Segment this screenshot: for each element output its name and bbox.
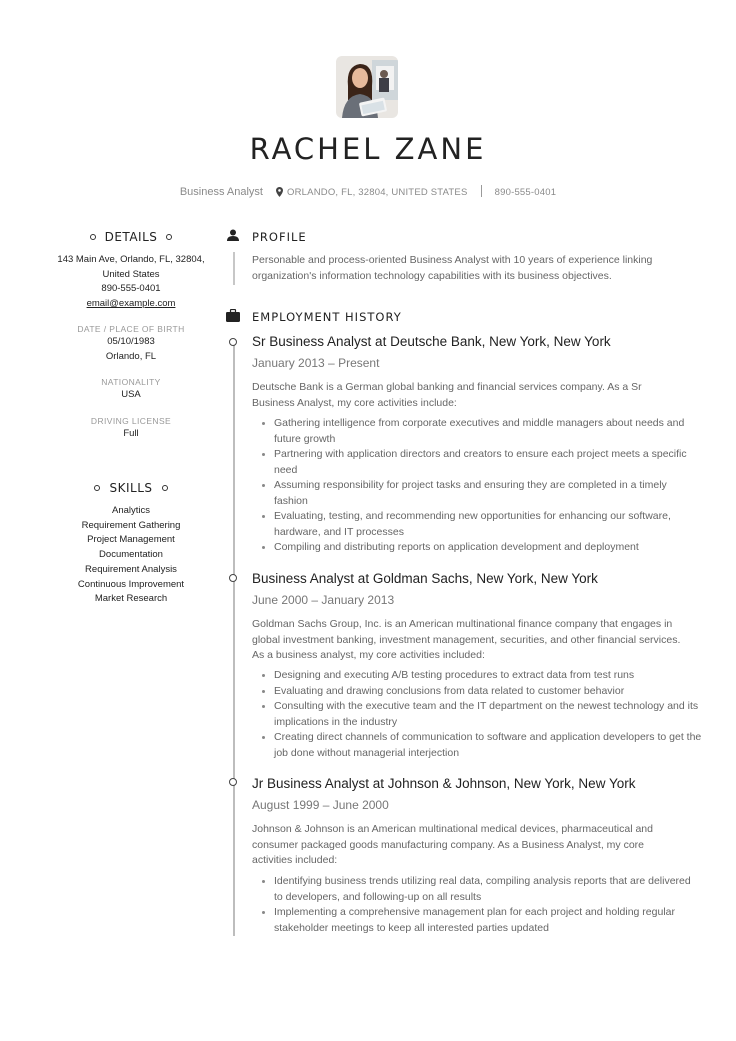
location-pin-icon [276,187,283,200]
job-bullets [256,668,702,761]
skill-item: Project Management [87,534,175,546]
contact-line [0,185,736,200]
address-line: 143 Main Ave, Orlando, FL, 32804, [57,254,205,265]
location: ORLANDO, FL, 32804, UNITED STATES [287,187,468,198]
job-dates: August 1999 – June 2000 [252,798,389,812]
profile-heading: PROFILE [252,230,307,244]
skill-item: Continuous Improvement [77,578,185,590]
email-link[interactable]: email@example.com [86,298,176,310]
address-line: United States [102,268,160,280]
timeline-dot [229,574,237,582]
nationality-label: NATIONALITY [101,377,161,388]
list-item: • Implementing a comprehensive management plan for each project and holding regular stakeholder meetings to keep all interested parties updated [274,905,702,936]
license-label: DRIVING LICENSE [90,415,172,426]
details-heading: DETAILS [56,230,206,244]
birth-date: 05/10/1983 [107,335,155,347]
ring-icon [162,485,168,491]
details-section [56,230,206,442]
skills-heading: SKILLS [56,481,206,495]
job-bullets [256,416,702,556]
list-item: • Partnering with application directors and creators to ensure each project meets a specific need [274,447,702,478]
list-item: • Designing and executing A/B testing procedures to extract data from test runs [274,668,702,684]
list-item: • Creating direct channels of communication to software and application developers to get the job done without managerial interjection [274,730,702,761]
job-description: Deutsche Bank is a German global banking and financial services company. As a Sr Business Analyst, my core activities include: [252,381,642,409]
list-item: • Compiling and distributing reports on application development and deployment [274,540,702,556]
job-description: Johnson & Johnson is an American multinational medical devices, pharmaceutical and consumer packaged goods manufacturing company. As a Business Analyst, my core activities included: [252,823,653,866]
list-item: • Identifying business trends utilizing real data, compiling analysis reports that are delivered to developers, and following-up on all results [274,874,702,905]
job-title: Business Analyst [179,186,263,198]
job-dates: January 2013 – Present [252,356,380,370]
header-phone: 890-555-0401 [494,187,557,198]
skill-item: Market Research [94,593,168,605]
nationality: USA [121,389,141,401]
birth-place: Orlando, FL [105,350,157,362]
ring-icon [90,234,96,240]
license: Full [123,427,139,439]
timeline-dot [229,778,237,786]
job-title: Business Analyst at Goldman Sachs, New York, New York [252,571,598,586]
divider [481,185,482,197]
profile-text: Personable and process-oriented Business Analyst with 10 years of experience linking organization's information technology capabilities with its business objectives. [252,254,653,282]
list-item: • Assuming responsibility for project tasks and ensuring they are completed in a timely fashion [274,478,702,509]
profile-bar [233,252,235,285]
skill-item: Requirement Analysis [85,563,177,575]
details-phone: 890-555-0401 [101,283,161,295]
list-item: • Gathering intelligence from corporate executives and middle managers about needs and future growth [274,416,702,447]
list-item: • Consulting with the executive team and the IT department on the newest technology and its implications in the industry [274,699,702,730]
briefcase-icon [226,309,240,327]
skill-item: Analytics [111,505,150,516]
ring-icon [94,485,100,491]
employment-heading: EMPLOYMENT HISTORY [252,310,402,324]
timeline-line [233,342,235,936]
list-item: • Evaluating and drawing conclusions from data related to customer behavior [274,684,702,700]
job-bullets [256,874,702,936]
job-description: Goldman Sachs Group, Inc. is an American multinational finance company that engages in global investment banking, investment management, securities, and other financial services. As a business analyst, my core activities included: [252,618,681,661]
list-item: • Evaluating, testing, and recommending new opportunities for enhancing our software, hardware, and IT processes [274,509,702,540]
job-title: Sr Business Analyst at Deutsche Bank, New York, New York [252,334,611,349]
ring-icon [166,234,172,240]
job-title: Jr Business Analyst at Johnson & Johnson, New York, New York [252,776,636,791]
skill-item: Documentation [99,549,163,561]
person-icon [226,229,240,247]
candidate-name: RACHEL ZANE [249,132,487,166]
job-dates: June 2000 – January 2013 [252,593,395,607]
skill-item: Requirement Gathering [81,519,181,531]
skills-section [56,481,206,607]
timeline-dot [229,338,237,346]
birth-label: DATE / PLACE OF BIRTH [77,323,185,334]
profile-photo [336,56,398,118]
